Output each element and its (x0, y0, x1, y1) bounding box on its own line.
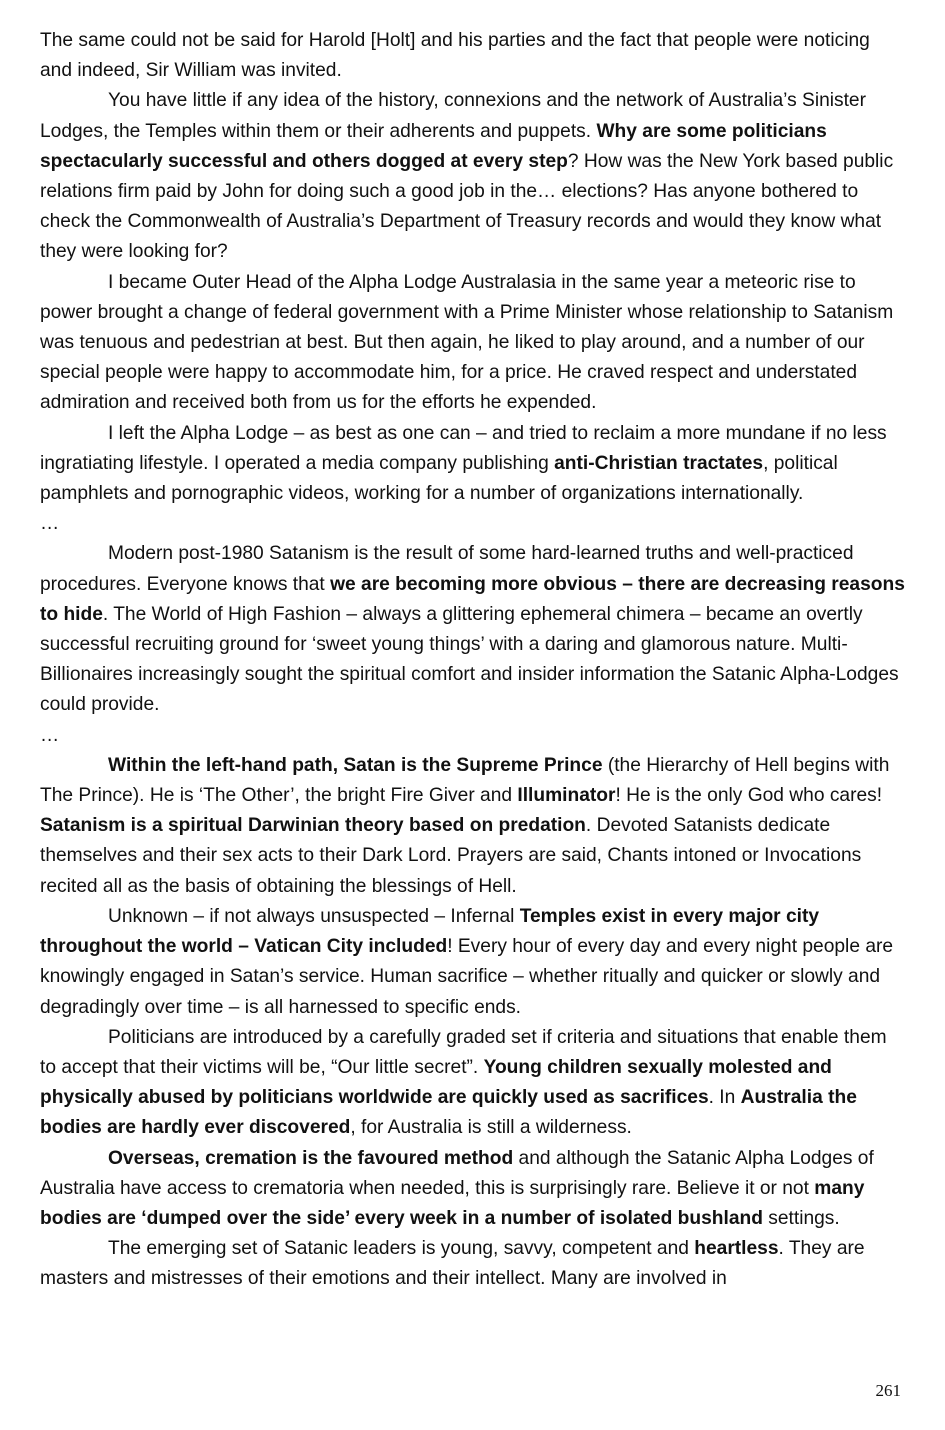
bold-text: Within the left-hand path, Satan is the Supreme Prince (108, 754, 603, 776)
text-run: ! Every hour of every day and every night people are knowingly engaged in Satan’s service. Human sacrifice – whether ritually and quicker or slowly and degradingly over time – is all harnessed to specific ends. (40, 936, 894, 1018)
text-run: I left the Alpha Lodge – as best as one can – and tried to reclaim a more mundane if no less ingratiating lifestyle. I operated a media company publishing (40, 422, 887, 474)
text-run: The emerging set of Satanic leaders is young, savvy, competent and (108, 1238, 695, 1260)
bold-text: Why are some politicians spectacularly successful and others dogged at every step (40, 120, 827, 172)
bold-text: we are becoming more obvious – there are decreasing reasons to hide (40, 573, 905, 625)
text-run: … (40, 513, 60, 535)
bold-text: Satanism is a spiritual Darwinian theory based on predation (40, 815, 586, 837)
text-run: You have little if any idea of the history, connexions and the network of Australia’s Sinister Lodges, the Temples within them or their adherents and puppets. (40, 90, 866, 142)
bold-text: anti-Christian tractates (554, 452, 764, 474)
paragraph (40, 1023, 906, 1144)
ellipsis-break (40, 721, 906, 751)
text-run: settings. (762, 1207, 840, 1229)
text-run: . They are masters and mistresses of their emotions and their intellect. Many are involved in (40, 1238, 865, 1290)
bold-text: heartless (694, 1238, 779, 1260)
bold-text: Australia the bodies are hardly ever discovered (40, 1087, 857, 1139)
text-run: . Devoted Satanists dedicate themselves and their sex acts to their Dark Lord. Prayers are said, Chants intoned or Invocations recited all as the basis of obtaining the blessings of Hell. (40, 815, 862, 897)
bold-text: Young children sexually molested and physically abused by politicians worldwide are quickly used as sacrifices (40, 1056, 832, 1109)
text-run: ? How was the New York based public relations firm paid by John for doing such a good job in the… elections? Has anyone bothered to check the Commonwealth of Australia’s Department of Treasury records and would they know what they were looking for? (40, 150, 894, 263)
text-run: (the Hierarchy of Hell begins with The Prince). He is ‘The Other’, the bright Fire Giver and (40, 754, 890, 807)
paragraph (40, 539, 906, 720)
body-text (40, 26, 906, 1295)
text-run: Unknown – if not always unsuspected – Infernal (108, 905, 520, 927)
paragraph (40, 1144, 906, 1235)
bold-text: Illuminator (517, 785, 616, 807)
paragraph (40, 26, 906, 86)
text-run: , political pamphlets and pornographic videos, working for a number of organizations internationally. (40, 452, 838, 505)
text-run: ! He is the only God who cares! (615, 785, 883, 807)
paragraph (40, 268, 906, 419)
text-run: and although the Satanic Alpha Lodges of Australia have access to crematoria when needed, this is surprisingly rare. Believe it or not (40, 1147, 874, 1199)
bold-text: many bodies are ‘dumped over the side’ every week in a number of isolated bushland (40, 1177, 865, 1229)
ellipsis-break (40, 509, 906, 539)
text-run: . In (708, 1087, 741, 1109)
text-run: , for Australia is still a wilderness. (350, 1117, 632, 1139)
text-run: . The World of High Fashion – always a glittering ephemeral chimera – became an overtly successful recruiting ground for ‘sweet young things’ with a daring and glamorous nature. Multi-Billionaires increasingly sought the spiritual comfort and insider information the Satanic Alpha-Lodges could provide. (40, 603, 899, 716)
bold-text: Overseas, cremation is the favoured method (108, 1147, 514, 1169)
text-run: Modern post-1980 Satanism is the result of some hard-learned truths and well-practiced procedures. Everyone knows that (40, 543, 854, 595)
paragraph (40, 86, 906, 267)
text-run: The same could not be said for Harold [Holt] and his parties and the fact that people were noticing and indeed, Sir William was invited. (40, 30, 870, 82)
text-run: … (40, 724, 60, 746)
paragraph (40, 1234, 906, 1294)
paragraph (40, 751, 906, 902)
bold-text: Temples exist in every major city throughout the world – Vatican City included (40, 905, 820, 958)
text-run: I became Outer Head of the Alpha Lodge Australasia in the same year a meteoric rise to power brought a change of federal government with a Prime Minister whose relationship to Satanism was tenuous and pedestrian at best. But then again, he liked to play around, and a number of our special people were happy to accommodate him, for a price. He craved respect and understated admiration and received both from us for the efforts he expended. (40, 271, 894, 414)
paragraph (40, 902, 906, 1023)
page-number: 261 (875, 1381, 901, 1400)
paragraph (40, 419, 906, 510)
text-run: Politicians are introduced by a carefully graded set if criteria and situations that enable them to accept that their victims will be, “Our little secret”. (40, 1026, 887, 1078)
